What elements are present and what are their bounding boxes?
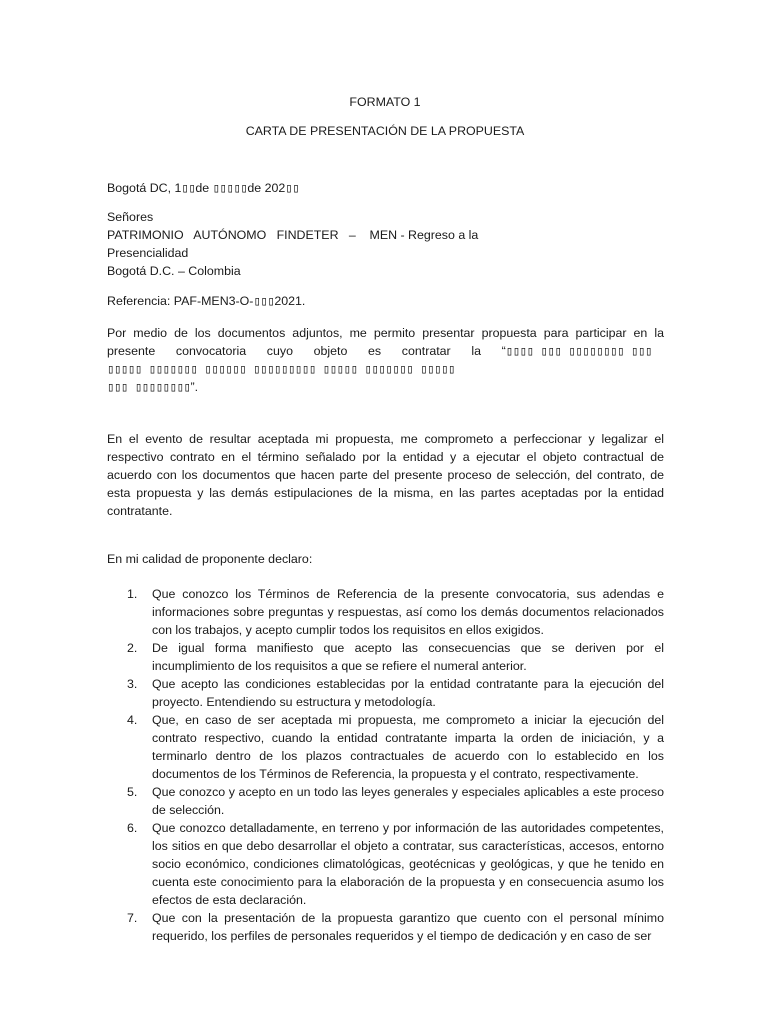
list-item: 4. Que, en caso de ser aceptada mi propuesta, me comprometo a iniciar la ejecución del contrato respectivo, cuando la entidad contratante imparta la orden de iniciación, y a terminarlo dentro de los plazos contractuales de acuerdo con lo establecido en los documentos de los Términos de Referencia, la propuesta y el contrato, respectivamente. <box>127 713 664 781</box>
list-item: 6. Que conozco detalladamente, en terreno y por información de las autoridades competentes, los sitios en que debo desarrollar el objeto a contratar, sus características, accesos, entorno socio económico, condiciones climatológicas, geotécnicas y geológicas, y que he tenido en cuenta este conocimiento para la elaboración de la propuesta y en consecuencia asumo los efectos de esta declaración. <box>127 821 664 907</box>
intro-line4: ▯▯▯ ▯▯▯▯▯▯▯▯”. <box>107 379 199 394</box>
garbled-glyphs: ▯▯▯▯ ▯▯▯ ▯▯▯▯▯▯▯▯ ▯▯▯ <box>505 343 652 358</box>
recipient-line3: Bogotá D.C. – Colombia <box>107 264 241 278</box>
reference-prefix: Referencia: PAF-MEN3-O- <box>107 294 254 308</box>
date-line <box>107 179 664 197</box>
date-mid1: de <box>195 181 210 195</box>
commitment-paragraph: En el evento de resultar aceptada mi propuesta, me comprometo a perfeccionar y legalizar el respectivo contrato en el término señalado por la entidad y a ejecutar el objeto contractual de acuerdo con los documentos que hacen parte del presente proceso de selección, del contrato, de esta propuesta y las demás estipulaciones de la misma, en las partes aceptadas por la entidad contratante. <box>107 432 664 518</box>
garbled-glyphs: ▯▯ <box>181 180 196 195</box>
list-item: 5. Que conozco y acepto en un todo las leyes generales y especiales aplicables a este proceso de selección. <box>127 785 664 817</box>
recipient-line2: Presencialidad <box>107 246 189 260</box>
recipient-salutation: Señores <box>107 210 154 224</box>
garbled-glyphs: ▯▯▯ <box>253 293 275 308</box>
reference-suffix: 2021. <box>274 294 306 308</box>
declaration-intro: En mi calidad de proponente declaro: <box>107 552 313 566</box>
date-mid2: de 202 <box>247 181 286 195</box>
reference-line <box>107 292 664 310</box>
garbled-glyphs: ▯▯▯▯▯ <box>212 180 248 195</box>
garbled-glyphs: ▯▯▯ ▯▯▯▯▯▯▯▯ <box>107 379 191 394</box>
recipient-block <box>107 208 664 280</box>
list-item: 3. Que acepto las condiciones establecidas por la entidad contratante para la ejecución del proyecto. Entendiendo su estructura y metodología. <box>127 677 664 709</box>
intro-line2: presente convocatoria cuyo objeto es contratar la “▯▯▯▯ ▯▯▯ ▯▯▯▯▯▯▯▯ ▯▯▯ <box>107 343 652 358</box>
list-item: 7. Que con la presentación de la propuesta garantizo que cuento con el personal mínimo requerido, los perfiles de personales requeridos y el tiempo de dedicación y en caso de ser <box>127 911 664 943</box>
recipient-line1: PATRIMONIO AUTÓNOMO FINDETER – MEN - Regreso a la <box>107 228 479 242</box>
intro-paragraph <box>107 324 664 396</box>
date-prefix: Bogotá DC, 1 <box>107 181 182 195</box>
document-subtitle: CARTA DE PRESENTACIÓN DE LA PROPUESTA <box>245 124 525 138</box>
document-title: FORMATO 1 <box>349 95 421 109</box>
list-item: 1. Que conozco los Términos de Referencia de la presente convocatoria, sus adendas e informaciones sobre preguntas y respuestas, así como los demás documentos relacionados con los trabajos, y acepto cumplir todos los requisitos en ellos exigidos. <box>127 587 664 637</box>
garbled-glyphs: ▯▯ <box>285 180 300 195</box>
garbled-glyphs: ▯▯▯▯▯ ▯▯▯▯▯▯▯ ▯▯▯▯▯▯ ▯▯▯▯▯▯▯▯▯ ▯▯▯▯▯ ▯▯▯▯▯▯▯ ▯▯▯▯▯ <box>107 361 455 376</box>
declarations-list <box>127 585 664 945</box>
intro-line1: Por medio de los documentos adjuntos, me permito presentar propuesta para participar en la <box>107 326 664 340</box>
list-item: 2. De igual forma manifiesto que acepto las consecuencias que se deriven por el incumplimiento de los requisitos a que se refiere el numeral anterior. <box>127 641 664 673</box>
intro-line3 <box>107 360 664 378</box>
